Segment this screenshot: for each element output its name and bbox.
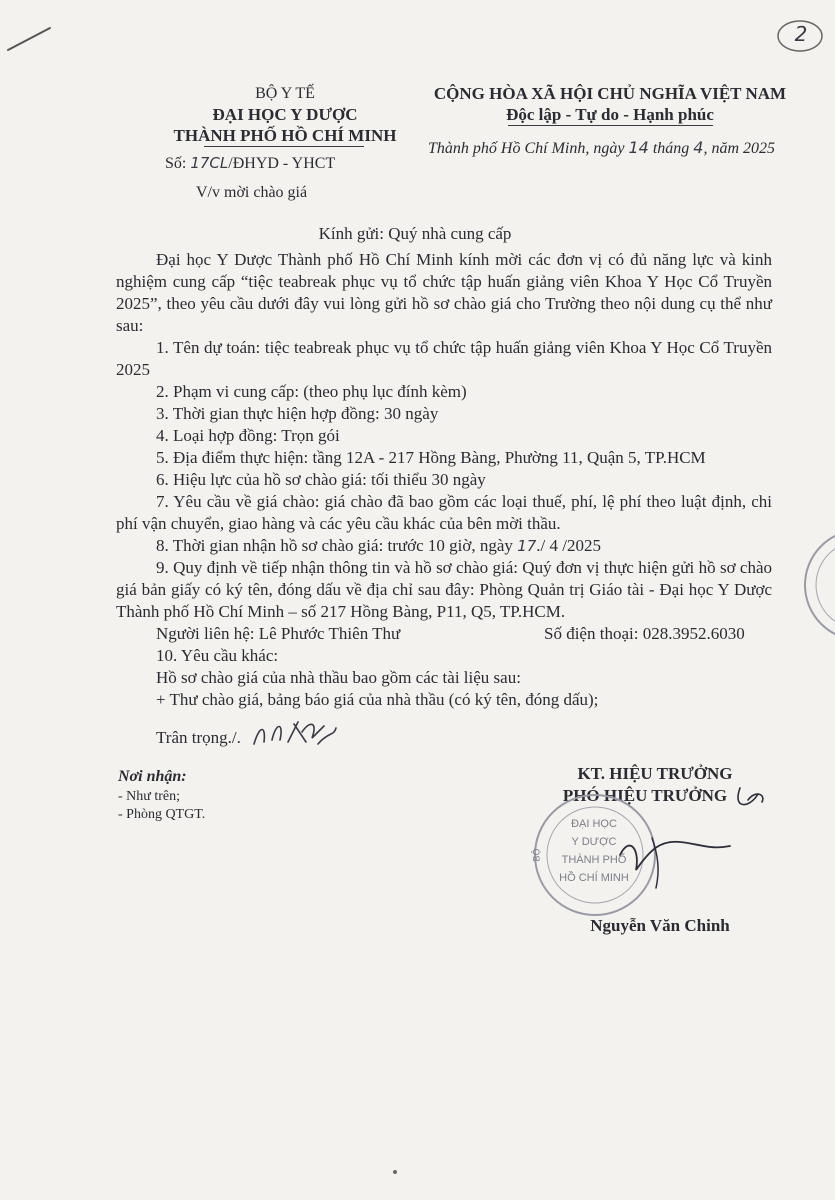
contact-person: Người liên hệ: Lê Phước Thiên Thư: [156, 624, 401, 643]
header-underline-right: [508, 125, 713, 126]
initials-scribble: [250, 714, 340, 754]
corner-page-mark: 2: [794, 22, 808, 46]
item-5: 5. Địa điểm thực hiện: tầng 12A - 217 Hồng Bàng, Phường 11, Quận 5, TP.HCM: [156, 448, 706, 467]
signer-name: Nguyễn Văn Chinh: [590, 916, 730, 935]
item-8-day: 17: [517, 537, 537, 555]
item-1: 1. Tên dự toán: tiệc teabreak phục vụ tổ chức tập huấn giảng viên Khoa Y Học Cổ Truyền 2025: [116, 338, 772, 379]
item-10-line-1: Hồ sơ chào giá của nhà thầu bao gồm các tài liệu sau:: [156, 668, 521, 687]
edge-seal: [800, 520, 835, 650]
number-prefix: Số:: [165, 155, 187, 172]
country-name: CỘNG HÒA XÃ HỘI CHỦ NGHĨA VIỆT NAM: [433, 84, 787, 103]
recipient-2: - Phòng QTGT.: [118, 807, 206, 822]
item-3: 3. Thời gian thực hiện hợp đồng: 30 ngày: [156, 404, 439, 423]
handwritten-number: 17CL: [190, 154, 229, 172]
seal-side-text: BỘ: [531, 848, 542, 862]
item-10: 10. Yêu cầu khác:: [156, 646, 279, 665]
item-2: 2. Phạm vi cung cấp: (theo phụ lục đính kèm): [156, 382, 467, 401]
handwritten-signature: [600, 780, 770, 900]
sign-title-2: PHÓ HIỆU TRƯỞNG: [562, 786, 728, 805]
date-day: 14: [628, 138, 649, 157]
ministry-name: BỘ Y TẾ: [255, 85, 315, 102]
item-8-suffix: ./ 4 /2025: [536, 536, 601, 555]
date-month: 4: [693, 138, 704, 157]
number-suffix: /ĐHYD - YHCT: [228, 155, 336, 172]
greeting: Kính gửi: Quý nhà cung cấp: [318, 224, 512, 243]
item-8: [156, 535, 601, 557]
item-8-prefix: 8. Thời gian nhận hồ sơ chào giá: trước 10 giờ, ngày: [156, 536, 513, 555]
closing: Trân trọng./.: [156, 728, 241, 747]
issue-date: Thành phố Hồ Chí Minh, ngày 14 tháng 4, năm 2025: [428, 138, 776, 157]
seal-line-2: Y DƯỢC: [571, 836, 617, 848]
university-name-line1: ĐẠI HỌC Y DƯỢC: [212, 105, 358, 124]
intro-paragraph: Đại học Y Dược Thành phố Hồ Chí Minh kính mời các đơn vị có đủ năng lực và kinh nghiệm cung cấp “tiệc teabreak phục vụ tổ chức tập huấn giảng viên Khoa Y Học Cổ Truyền 2025”, theo yêu cầu dưới đây vui lòng gửi hồ sơ chào giá cho Trường theo nội dung cụ thể như sau:: [116, 250, 772, 335]
seal-line-1: ĐẠI HỌC: [571, 818, 617, 830]
recipients-title: Nơi nhận:: [118, 768, 187, 785]
item-10-line-2: + Thư chào giá, bảng báo giá của nhà thầu (có ký tên, đóng dấu);: [156, 690, 599, 709]
item-9: 9. Quy định về tiếp nhận thông tin và hồ sơ chào giá: Quý đơn vị thực hiện gửi hồ sơ chào giá bản giấy có ký tên, đóng dấu về địa chỉ sau đây: Phòng Quản trị Giáo tài - Đại học Y Dược Thành phố Hồ Chí Minh – số 217 Hồng Bàng, P11, Q5, TP.HCM.: [116, 558, 772, 621]
header-underline-left: [204, 146, 364, 147]
contact-phone: Số điện thoại: 028.3952.6030: [544, 624, 745, 643]
bottom-dot: [393, 1170, 397, 1174]
date-month-label: tháng: [652, 140, 690, 157]
recipient-1: - Như trên;: [118, 789, 181, 804]
seal-line-3: THÀNH PHỐ: [561, 854, 627, 866]
national-motto: Độc lập - Tự do - Hạnh phúc: [506, 105, 714, 124]
item-4: 4. Loại hợp đồng: Trọn gói: [156, 426, 340, 445]
university-name-line2: THÀNH PHỐ HỒ CHÍ MINH: [173, 126, 397, 145]
item-6: 6. Hiệu lực của hồ sơ chào giá: tối thiểu 30 ngày: [156, 470, 486, 489]
pen-stroke: [8, 28, 50, 50]
document-number: [165, 152, 335, 175]
document-subject: V/v mời chào giá: [196, 184, 308, 201]
date-prefix: Thành phố Hồ Chí Minh, ngày: [428, 140, 625, 157]
sign-title-1: KT. HIỆU TRƯỞNG: [577, 764, 733, 783]
item-7: 7. Yêu cầu về giá chào: giá chào đã bao gồm các loại thuế, phí, lệ phí theo luật định, chi phí vận chuyển, giao hàng và các yêu cầu khác của bên mời thầu.: [116, 492, 772, 533]
seal-line-4: HỒ CHÍ MINH: [559, 872, 629, 884]
date-year: năm 2025: [711, 140, 776, 157]
